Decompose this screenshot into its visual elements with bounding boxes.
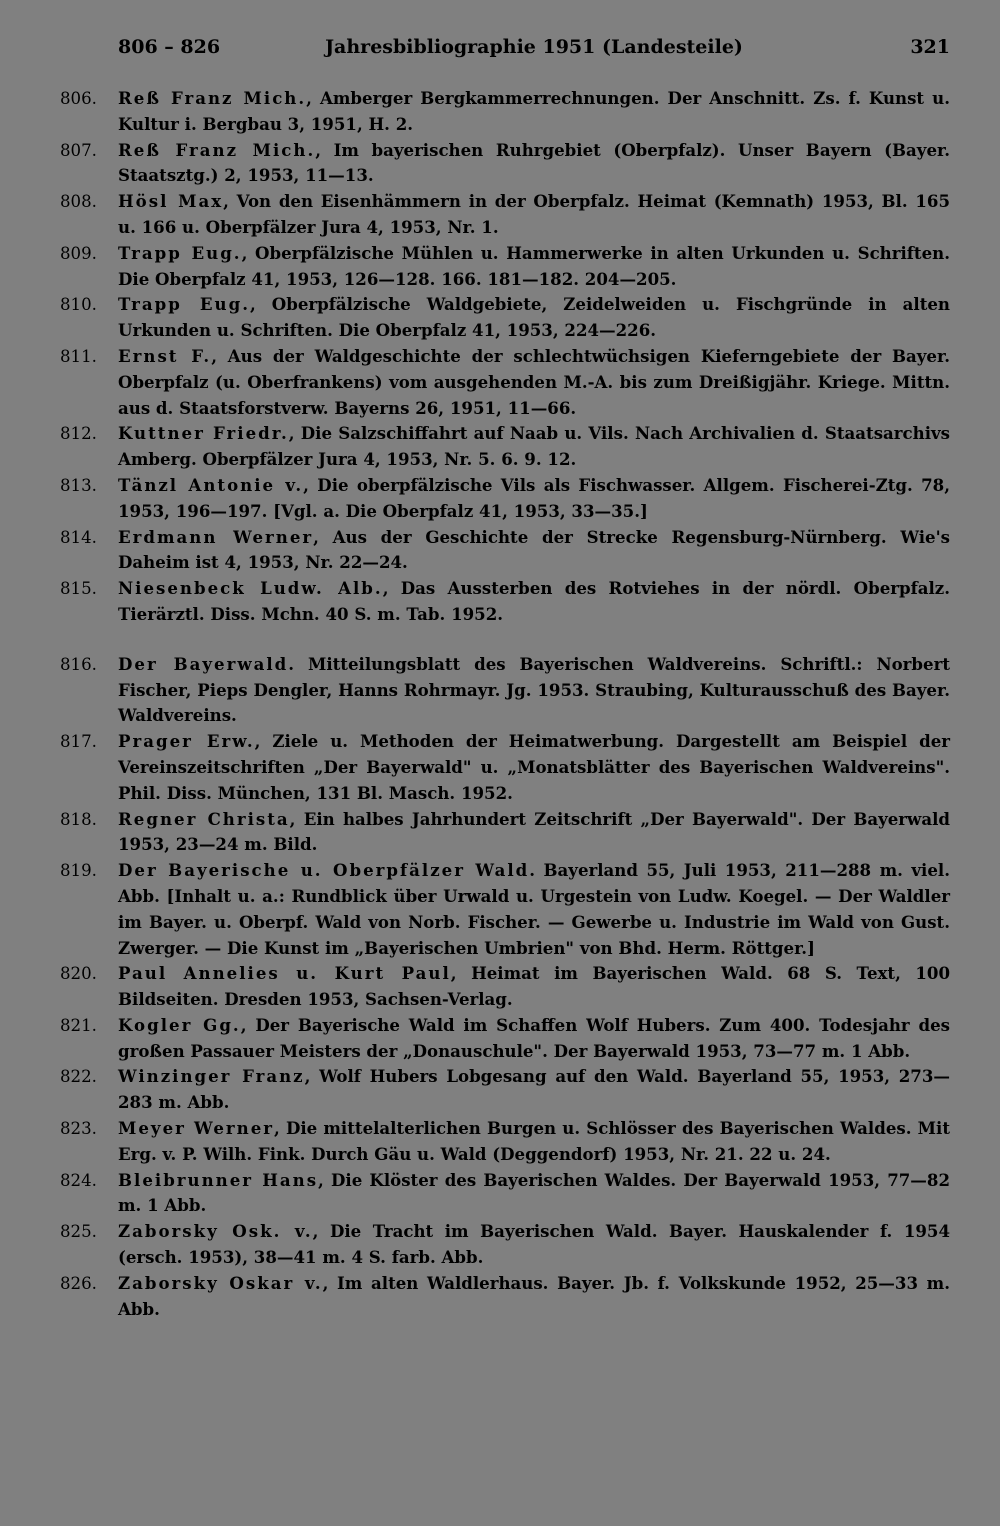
bibliography-entry xyxy=(60,1013,950,1065)
bibliography-entry xyxy=(60,86,950,138)
bibliography-entry xyxy=(60,961,950,1013)
entry-author: Winzinger Franz xyxy=(118,1066,305,1087)
entry-number: 822. xyxy=(60,1067,97,1087)
section-gap xyxy=(60,628,950,652)
running-header xyxy=(118,36,950,62)
bibliography-entry xyxy=(60,421,950,473)
entry-number: 810. xyxy=(60,295,97,315)
entry-body xyxy=(118,1064,950,1116)
entry-author: Zaborsky Osk. v. xyxy=(118,1221,313,1242)
entry-number: 808. xyxy=(60,192,97,212)
entry-author: Bleibrunner Hans xyxy=(118,1169,319,1190)
entry-text: , Amberger Bergkammerrechnungen. Der Anschnitt. Zs. f. Kunst u. Kultur i. Bergbau 3, 1951, H. 2. xyxy=(118,88,950,134)
entry-author: Regner Christa xyxy=(118,808,290,829)
entry-text: , Die Salzschiffahrt auf Naab u. Vils. Nach Archivalien d. Staatsarchivs Amberg. Oberpfälzer Jura 4, 1953, Nr. 5. 6. 9. 12. xyxy=(118,423,950,470)
entry-author: Reß Franz Mich. xyxy=(118,88,307,108)
entry-number: 809. xyxy=(60,243,97,263)
entry-number: 819. xyxy=(60,861,97,881)
entry-body xyxy=(118,421,950,473)
entry-number: 811. xyxy=(60,346,97,366)
bibliography-entry xyxy=(60,858,950,961)
entry-author: Ernst F. xyxy=(118,345,212,366)
entry-body xyxy=(118,1013,950,1065)
entry-author: Trapp Eug. xyxy=(118,242,242,263)
entry-body xyxy=(118,1219,950,1271)
entry-author: Kogler Gg. xyxy=(118,1014,241,1035)
entry-body xyxy=(118,189,950,241)
entry-body xyxy=(118,1271,950,1323)
entry-number: 817. xyxy=(60,732,97,752)
entry-number: 816. xyxy=(60,654,97,674)
entry-body xyxy=(118,729,950,806)
entry-author: Der Bayerwald xyxy=(118,653,289,674)
entry-author: Erdmann Werner xyxy=(118,526,314,547)
entry-range: 806 – 826 xyxy=(118,36,221,58)
entry-number: 813. xyxy=(60,475,97,495)
entry-number: 826. xyxy=(60,1273,97,1293)
entry-number: 824. xyxy=(60,1170,97,1190)
entry-author: Kuttner Friedr. xyxy=(118,423,289,444)
bibliography-entry xyxy=(60,525,950,577)
entry-text: , Aus der Waldgeschichte der schlechtwüchsigen Kieferngebiete der Bayer. Oberpfalz (u. Oberfrankens) vom ausgehenden M.-A. bis zum Dreißigjähr. Kriege. Mittn. aus d. Staatsforstverw. Bayerns 26, 1951, 11—66. xyxy=(118,345,950,418)
entry-text: , Der Bayerische Wald im Schaffen Wolf Hubers. Zum 400. Todesjahr des großen Passauer Meisters der „Donauschule". Der Bayerwald 1953, 73—77 m. 1 Abb. xyxy=(118,1014,950,1061)
entry-body xyxy=(118,344,950,421)
bibliography-entry xyxy=(60,1168,950,1220)
entry-text: , Aus der Geschichte der Strecke Regensburg-Nürnberg. Wie's Daheim ist 4, 1953, Nr. 22—24. xyxy=(118,526,950,573)
entry-author: Trapp Eug. xyxy=(118,294,250,315)
entry-author: Prager Erw. xyxy=(118,731,255,752)
entry-author: Zaborsky Oskar v. xyxy=(118,1272,323,1293)
entry-number: 821. xyxy=(60,1015,97,1035)
entry-author: Meyer Werner xyxy=(118,1118,274,1139)
entry-body xyxy=(118,652,950,729)
entry-text: , Wolf Hubers Lobgesang auf den Wald. Bayerland 55, 1953, 273—283 m. Abb. xyxy=(118,1066,950,1113)
entry-number: 818. xyxy=(60,809,97,829)
entry-text: . Mitteilungsblatt des Bayerischen Waldvereins. Schriftl.: Norbert Fischer, Pieps Dengler, Hanns Rohrmayr. Jg. 1953. Straubing, Kulturausschuß des Bayer. Waldvereins. xyxy=(118,653,950,726)
entry-number: 814. xyxy=(60,527,97,547)
page-number: 321 xyxy=(910,36,950,58)
bibliography-entry xyxy=(60,807,950,859)
bibliography-list xyxy=(60,86,950,1322)
entry-text: , Das Aussterben des Rotviehes in der nördl. Oberpfalz. Tierärztl. Diss. Mchn. 40 S. m. Tab. 1952. xyxy=(118,578,951,624)
entry-text: , Die Tracht im Bayerischen Wald. Bayer. Hauskalender f. 1954 (ersch. 1953), 38—41 m. 4 S. farb. Abb. xyxy=(118,1221,950,1268)
entry-body xyxy=(118,241,950,293)
entry-author: Der Bayerische u. Oberpfälzer Wald xyxy=(118,860,530,881)
entry-author: Reß Franz Mich. xyxy=(118,139,316,160)
entry-number: 820. xyxy=(60,964,97,984)
entry-body xyxy=(118,961,950,1013)
entry-body xyxy=(118,807,950,859)
entry-body xyxy=(118,1168,950,1220)
entry-body xyxy=(118,1116,950,1168)
bibliography-entry xyxy=(60,729,950,806)
entry-text: , Von den Eisenhämmern in der Oberpfalz. Heimat (Kemnath) 1953, Bl. 165 u. 166 u. Oberpfälzer Jura 4, 1953, Nr. 1. xyxy=(118,191,950,237)
bibliography-entry xyxy=(60,189,950,241)
entry-body xyxy=(118,473,950,525)
entry-text: , Ziele u. Methoden der Heimatwerbung. Dargestellt am Beispiel der Vereinszeitschriften „Der Bayerwald" u. „Monatsblätter des Bayerischen Waldvereins". Phil. Diss. München, 131 Bl. Masch. 1952. xyxy=(118,731,950,803)
entry-text: , Oberpfälzische Waldgebiete, Zeidelweiden u. Fischgründe in alten Urkunden u. Schriften. Die Oberpfalz 41, 1953, 224—226. xyxy=(118,294,950,341)
bibliography-entry xyxy=(60,138,950,190)
bibliography-entry xyxy=(60,292,950,344)
entry-number: 823. xyxy=(60,1119,97,1139)
entry-number: 815. xyxy=(60,579,97,599)
header-title: Jahresbibliographie 1951 (Landesteile) xyxy=(325,36,743,58)
entry-text: , Ein halbes Jahrhundert Zeitschrift „Der Bayerwald". Der Bayerwald 1953, 23—24 m. Bild. xyxy=(118,808,950,855)
bibliography-entry xyxy=(60,241,950,293)
entry-author: Tänzl Antonie v. xyxy=(118,474,304,495)
entry-text: . Bayerland 55, Juli 1953, 211—288 m. viel. Abb. [Inhalt u. a.: Rundblick über Urwald u. Urgestein von Ludw. Koegel. — Der Waldler im Bayer. u. Oberpf. Wald von Norb. Fischer. — Gewerbe u. Industrie im Wald von Gust. Zwerger. — Die Kunst im „Bayerischen Umbrien" von Bhd. Herm. Röttger.] xyxy=(118,860,950,958)
entry-body xyxy=(118,525,950,577)
entry-number: 806. xyxy=(60,89,97,108)
bibliography-entry xyxy=(60,344,950,421)
entry-number: 825. xyxy=(60,1222,97,1242)
entry-number: 807. xyxy=(60,140,97,160)
bibliography-entry xyxy=(60,576,950,628)
entry-text: , Die Klöster des Bayerischen Waldes. Der Bayerwald 1953, 77—82 m. 1 Abb. xyxy=(118,1169,950,1216)
entry-body xyxy=(118,292,950,344)
entry-body xyxy=(118,576,950,628)
bibliography-entry xyxy=(60,1271,950,1323)
entry-author: Hösl Max xyxy=(118,191,224,212)
entry-text: , Heimat im Bayerischen Wald. 68 S. Text, 100 Bildseiten. Dresden 1953, Sachsen-Verlag. xyxy=(118,963,951,1010)
entry-body xyxy=(118,86,950,138)
bibliography-entry xyxy=(60,1064,950,1116)
entry-text: , Die oberpfälzische Vils als Fischwasser. Allgem. Fischerei-Ztg. 78, 1953, 196—197. [Vgl. a. Die Oberpfalz 41, 1953, 33—35.] xyxy=(118,474,950,521)
entry-text: , Im bayerischen Ruhrgebiet (Oberpfalz). Unser Bayern (Bayer. Staatsztg.) 2, 1953, 11—13. xyxy=(118,139,950,186)
entry-number: 812. xyxy=(60,424,97,444)
entry-text: , Die mittelalterlichen Burgen u. Schlösser des Bayerischen Waldes. Mit Erg. v. P. Wilh. Fink. Durch Gäu u. Wald (Deggendorf) 1953, Nr. 21. 22 u. 24. xyxy=(118,1118,951,1164)
entry-text: , Im alten Waldlerhaus. Bayer. Jb. f. Volkskunde 1952, 25—33 m. Abb. xyxy=(118,1272,950,1319)
entry-author: Niesenbeck Ludw. Alb. xyxy=(118,578,383,599)
entry-body xyxy=(118,138,950,190)
bibliography-entry xyxy=(60,652,950,729)
entry-author: Paul Annelies u. Kurt Paul xyxy=(118,963,451,984)
entry-text: , Oberpfälzische Mühlen u. Hammerwerke in alten Urkunden u. Schriften. Die Oberpfalz 41, 1953, 126—128. 166. 181—182. 204—205. xyxy=(118,242,950,289)
bibliography-entry xyxy=(60,1116,950,1168)
entry-body xyxy=(118,858,950,961)
bibliography-entry xyxy=(60,1219,950,1271)
bibliography-entry xyxy=(60,473,950,525)
